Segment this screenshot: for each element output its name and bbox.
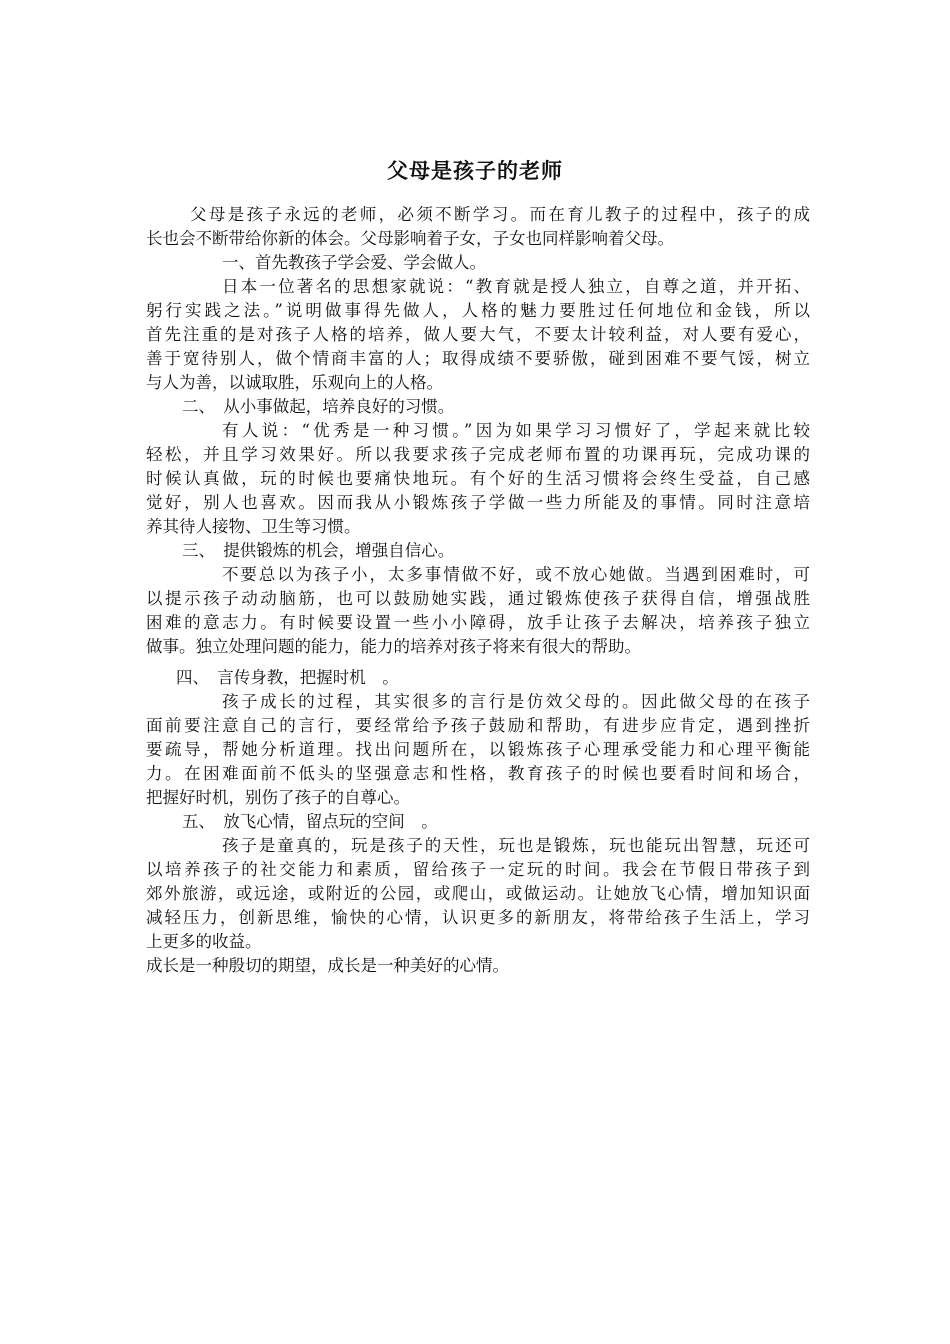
paragraph-line: 成长是一种殷切的期望，成长是一种美好的心情。	[146, 956, 509, 975]
paragraph-line: 养其待人接物、卫生等习惯。	[146, 517, 361, 536]
paragraph-line: 孩子是童真的，玩是孩子的天性，玩也是锻炼，玩也能玩出智慧，玩还可	[222, 836, 810, 855]
paragraph-line: 善于宽待别人，做个情商丰富的人；取得成绩不要骄傲，碰到困难不要气馁，树立	[146, 349, 810, 368]
paragraph-line: 力。在困难面前不低头的坚强意志和性格，教育孩子的时候也要看时间和场合，	[146, 764, 810, 783]
paragraph-line: 日本一位著名的思想家就说：“教育就是授人独立，自尊之道，并开拓、	[222, 277, 810, 296]
paragraph-line: 首先注重的是对孩子人格的培养，做人要大气，不要太计较利益，对人要有爱心，	[146, 325, 810, 344]
paragraph-line: 有人说：“优秀是一种习惯。”因为如果学习习惯好了，学起来就比较	[222, 421, 810, 440]
paragraph-line: 时候认真做，玩的时候也要痛快地玩。有个好的生活习惯将会终生受益，自己感	[146, 469, 810, 488]
paragraph-line: 与人为善，以诚取胜，乐观向上的人格。	[146, 373, 443, 392]
document-title: 父母是孩子的老师	[387, 158, 563, 183]
paragraph-line: 困难的意志力。有时候要设置一些小小障碍，放手让孩子去解决，培养孩子独立	[146, 613, 810, 632]
paragraph-line: 以提示孩子动动脑筋，也可以鼓励她实践，通过锻炼使孩子获得自信，增强战胜	[146, 589, 810, 608]
paragraph-line: 二、 从小事做起，培养良好的习惯。	[182, 397, 455, 416]
document-body	[146, 203, 810, 978]
paragraph-line: 面前要注意自己的言行，要经常给予孩子鼓励和帮助，有进步应肯定，遇到挫折	[146, 716, 810, 735]
paragraph-line: 三、 提供锻炼的机会，增强自信心。	[182, 541, 455, 560]
paragraph-line: 把握好时机，别伤了孩子的自尊心。	[146, 788, 410, 807]
paragraph-line: 以培养孩子的社交能力和素质，留给孩子一定玩的时间。我会在节假日带孩子到	[146, 860, 810, 879]
paragraph-line: 躬行实践之法。”说明做事得先做人，人格的魅力要胜过任何地位和金钱，所以	[146, 301, 810, 320]
paragraph-line: 减轻压力，创新思维，愉快的心情，认识更多的新朋友，将带给孩子生活上，学习	[146, 908, 810, 927]
paragraph-line: 四、 言传身教，把握时机 。	[176, 668, 399, 687]
paragraph-line: 不要总以为孩子小，太多事情做不好，或不放心她做。当遇到困难时，可	[222, 565, 810, 584]
paragraph-line: 一、首先教孩子学会爱、学会做人。	[222, 253, 486, 272]
paragraph-line: 五、 放飞心情，留点玩的空间 。	[182, 812, 438, 831]
paragraph-line: 轻松，并且学习效果好。所以我要求孩子完成老师布置的功课再玩，完成功课的	[146, 445, 810, 464]
paragraph-line: 觉好，别人也喜欢。因而我从小锻炼孩子学做一些力所能及的事情。同时注意培	[146, 493, 810, 512]
paragraph-line: 要疏导，帮她分析道理。找出问题所在，以锻炼孩子心理承受能力和心理平衡能	[146, 740, 810, 759]
paragraph-line: 郊外旅游，或远途，或附近的公园，或爬山，或做运动。让她放飞心情，增加知识面	[146, 884, 810, 903]
paragraph-line: 上更多的收益。	[146, 932, 262, 951]
paragraph-line: 长也会不断带给你新的体会。父母影响着子女，子女也同样影响着父母。	[146, 229, 674, 248]
paragraph-line: 孩子成长的过程，其实很多的言行是仿效父母的。因此做父母的在孩子	[222, 692, 810, 711]
paragraph-line: 父母是孩子永远的老师，必须不断学习。而在育儿教子的过程中，孩子的成	[190, 205, 810, 224]
paragraph-line: 做事。独立处理问题的能力，能力的培养对孩子将来有很大的帮助。	[146, 637, 641, 656]
